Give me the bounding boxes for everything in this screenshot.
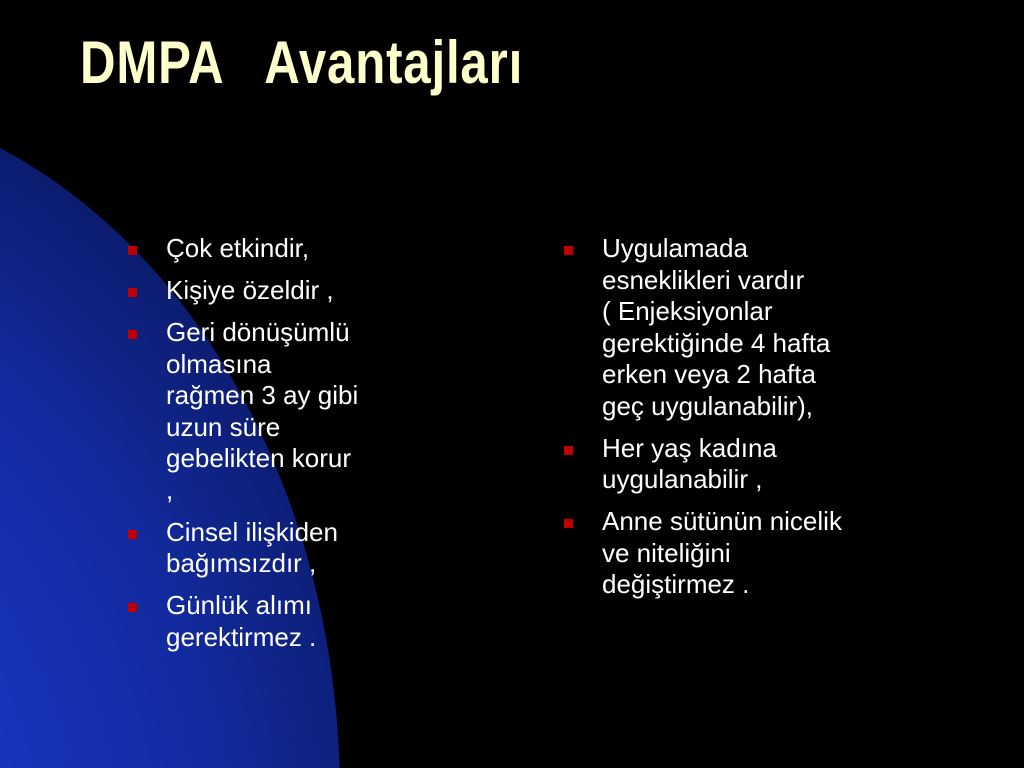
list-item [564, 233, 944, 422]
list-item [128, 233, 428, 265]
list-item-text: Cinsel ilişkiden bağımsızdır , [166, 516, 338, 578]
list-item-text: Kişiye özeldir , [166, 275, 334, 305]
square-bullet-icon [564, 246, 573, 255]
list-item-text: Anne sütünün nicelik ve niteliğini değiştirmez . [602, 506, 842, 599]
list-item [128, 517, 428, 580]
square-bullet-icon [564, 446, 573, 455]
list-item-text: Günlük alımı gerektirmez . [166, 590, 317, 652]
list-item-text: Çok etkindir, [166, 233, 310, 263]
slide-title: DMPA Avantajları [80, 29, 524, 96]
list-item-text: Her yaş kadına uygulanabilir , [602, 432, 777, 494]
list-item [564, 506, 944, 601]
list-item [128, 275, 428, 307]
square-bullet-icon [128, 603, 137, 612]
list-item-text: Geri dönüşümlü olmasına rağmen 3 ay gibi uzun süre gebelikten korur , [166, 317, 359, 505]
square-bullet-icon [128, 246, 137, 255]
list-item [128, 590, 428, 653]
square-bullet-icon [128, 530, 137, 539]
right-bullet-list [564, 233, 944, 611]
square-bullet-icon [564, 519, 573, 528]
list-item [128, 317, 428, 506]
list-item [564, 433, 944, 496]
square-bullet-icon [128, 330, 137, 339]
square-bullet-icon [128, 288, 137, 297]
left-bullet-list [128, 233, 428, 664]
list-item-text: Uygulamada esneklikleri vardır ( Enjeksiyonlar gerektiğinde 4 hafta erken veya 2 hafta geç uygulanabilir), [602, 233, 831, 421]
